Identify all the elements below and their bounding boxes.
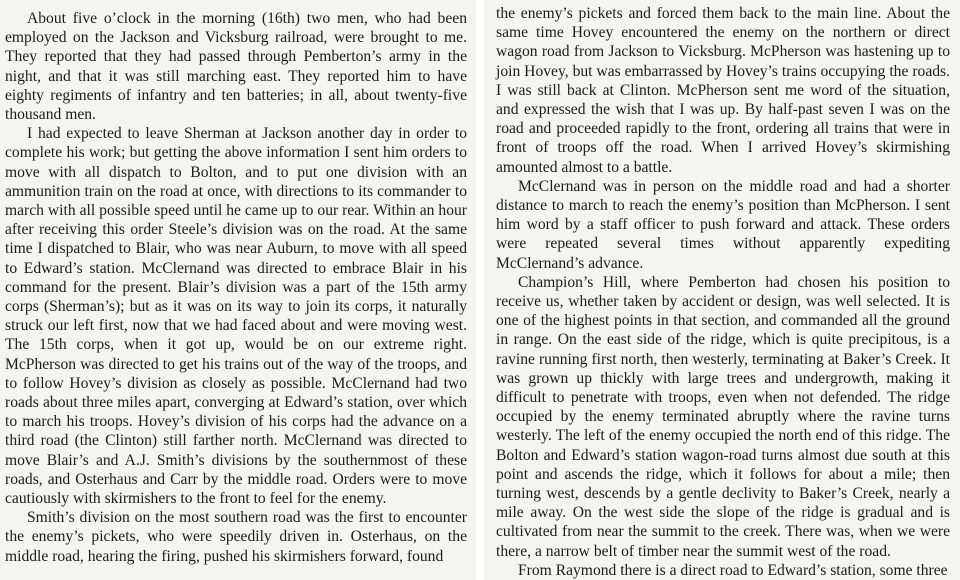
paragraph: Smith’s division on the most southern road was the first to encounter the enemy’s pickets, who were speedily driven in. Osterhaus, on the middle road, hearing the firing, pushed his skirmishers forward, found (5, 509, 467, 565)
paragraph: the enemy’s pickets and forced them back to the main line. About the same time Hovey encountered the enemy on the northern or direct wagon road from Jackson to Vicksburg. McPherson was hastening up to join Hovey, but was embarrassed by Hovey’s trains occupying the roads. I was still back at Clinton. McPherson sent me word of the situation, and expressed the wish that I was up. By half-past seven I was on the road and proceeded rapidly to the front, ordering all trains that were in front of troops off the road. When I arrived Hovey’s skirmishing amounted almost to a battle. (496, 5, 950, 176)
left-column (0, 0, 476, 580)
paragraph: From Raymond there is a direct road to Edward’s station, some three (518, 561, 948, 579)
paragraph: About five o’clock in the morning (16th) two men, who had been employed on the Jackson and Vicksburg railroad, were brought to me. They reported that they had passed through Pemberton’s army in the night, and that it was still marching east. They reported him to have eighty regiments of infantry and ten batteries; in all, about twenty-five thousand men. (5, 10, 467, 124)
page-gutter (476, 0, 484, 580)
paragraph: I had expected to leave Sherman at Jackson another day in order to complete his work; but getting the above information I sent him orders to move with all dispatch to Bolton, and to put one division with an ammunition train on the road at once, with directions to its commander to march with all possible speed until he came up to our rear. Within an hour after receiving this order Steele’s division was on the road. At the same time I dispatched to Blair, who was near Auburn, to move with all speed to Edward’s station. McClernand was directed to embrace Blair in his command for the present. Blair’s division was a part of the 15th army corps (Sherman’s); but as it was on its way to join its corps, it naturally struck our left first, now that we had faced about and were moving west. The 15th corps, when it got up, would be on our extreme right. McPherson was directed to get his trains out of the way of the troops, and to follow Hovey’s division as closely as possible. McClernand had two roads about three miles apart, converging at Edward’s station, over which to march his troops. Hovey’s division of his corps had the advance on a third road (the Clinton) still farther north. McClernand was directed to move Blair’s and A.J. Smith’s divisions by the southernmost of these roads, and Osterhaus and Carr by the middle road. Orders were to move cautiously with skirmishers to the front to feel for the enemy. (5, 125, 467, 508)
paragraph: McClernand was in person on the middle road and had a shorter distance to march to reach the enemy’s position than McPherson. I sent him word by a staff officer to push forward and attack. These orders were repeated several times without apparently expediting McClernand’s advance. (496, 177, 950, 272)
paragraph: Champion’s Hill, where Pemberton had chosen his position to receive us, whether taken by accident or design, was well selected. It is one of the highest points in that section, and commanded all the ground in range. On the east side of the ridge, which is quite precipitous, is a ravine running first north, then westerly, terminating at Baker’s Creek. It was grown up thickly with large trees and undergrowth, making it difficult to penetrate with troops, even when not defended. The ridge occupied by the enemy terminated abruptly where the ravine turns westerly. The left of the enemy occupied the north end of this ridge. The Bolton and Edward’s station wagon-road turns almost due south at this point and ascends the ridge, which it follows for about a mile; then turning west, descends by a gentle declivity to Baker’s Creek, nearly a mile away. On the west side the slope of the ridge is gradual and is cultivated from near the summit to the creek. There was, when we were there, a narrow belt of timber near the summit west of the road. (496, 273, 950, 560)
right-column (484, 0, 960, 580)
